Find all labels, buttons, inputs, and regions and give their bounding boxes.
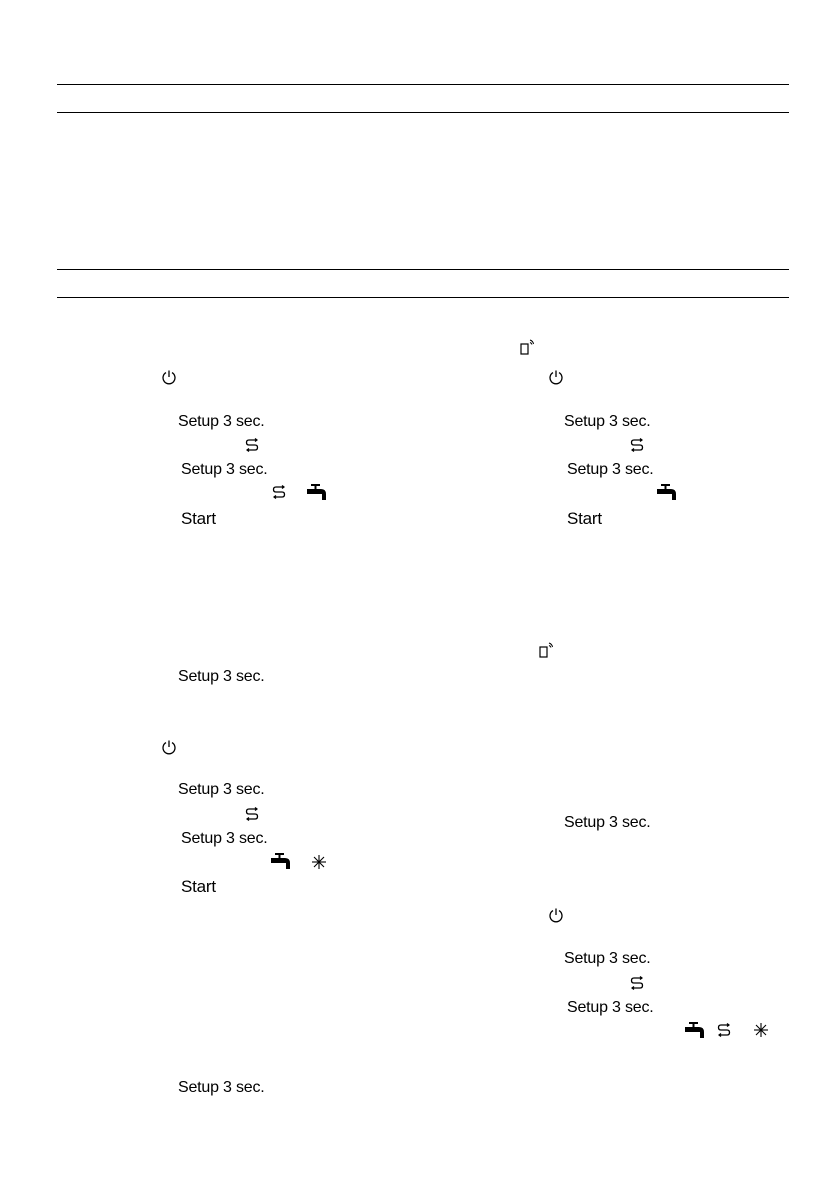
power-icon: [161, 739, 177, 755]
water-tap-icon: [306, 483, 328, 501]
start-label: Start: [567, 509, 602, 528]
table-rule-section-header: [57, 297, 789, 298]
power-icon: [548, 907, 564, 923]
water-tap-icon: [656, 483, 678, 501]
program-cycle-icon: [629, 975, 645, 991]
setup-label: Setup 3 sec.: [181, 461, 268, 478]
program-cycle-icon: [716, 1022, 732, 1038]
program-cycle-icon: [629, 437, 645, 453]
setup-label: Setup 3 sec.: [178, 781, 265, 798]
program-cycle-icon: [271, 484, 287, 500]
setup-label: Setup 3 sec.: [564, 950, 651, 967]
sparkle-icon: [753, 1022, 769, 1038]
setup-label: Setup 3 sec.: [567, 999, 654, 1016]
start-label: Start: [181, 877, 216, 896]
setup-label: Setup 3 sec.: [567, 461, 654, 478]
remote-device-icon: [519, 338, 537, 356]
start-label: Start: [181, 509, 216, 528]
program-cycle-icon: [244, 437, 260, 453]
setup-label: Setup 3 sec.: [178, 1079, 265, 1096]
remote-device-icon: [538, 641, 556, 659]
table-rule-top: [57, 84, 789, 85]
water-tap-icon: [270, 852, 292, 870]
setup-label: Setup 3 sec.: [564, 814, 651, 831]
table-rule-section: [57, 269, 789, 270]
table-rule-header: [57, 112, 789, 113]
water-tap-icon: [684, 1021, 706, 1039]
setup-label: Setup 3 sec.: [181, 830, 268, 847]
program-cycle-icon: [244, 806, 260, 822]
power-icon: [161, 369, 177, 385]
setup-label: Setup 3 sec.: [564, 413, 651, 430]
setup-label: Setup 3 sec.: [178, 668, 265, 685]
sparkle-icon: [311, 854, 327, 870]
power-icon: [548, 369, 564, 385]
setup-label: Setup 3 sec.: [178, 413, 265, 430]
